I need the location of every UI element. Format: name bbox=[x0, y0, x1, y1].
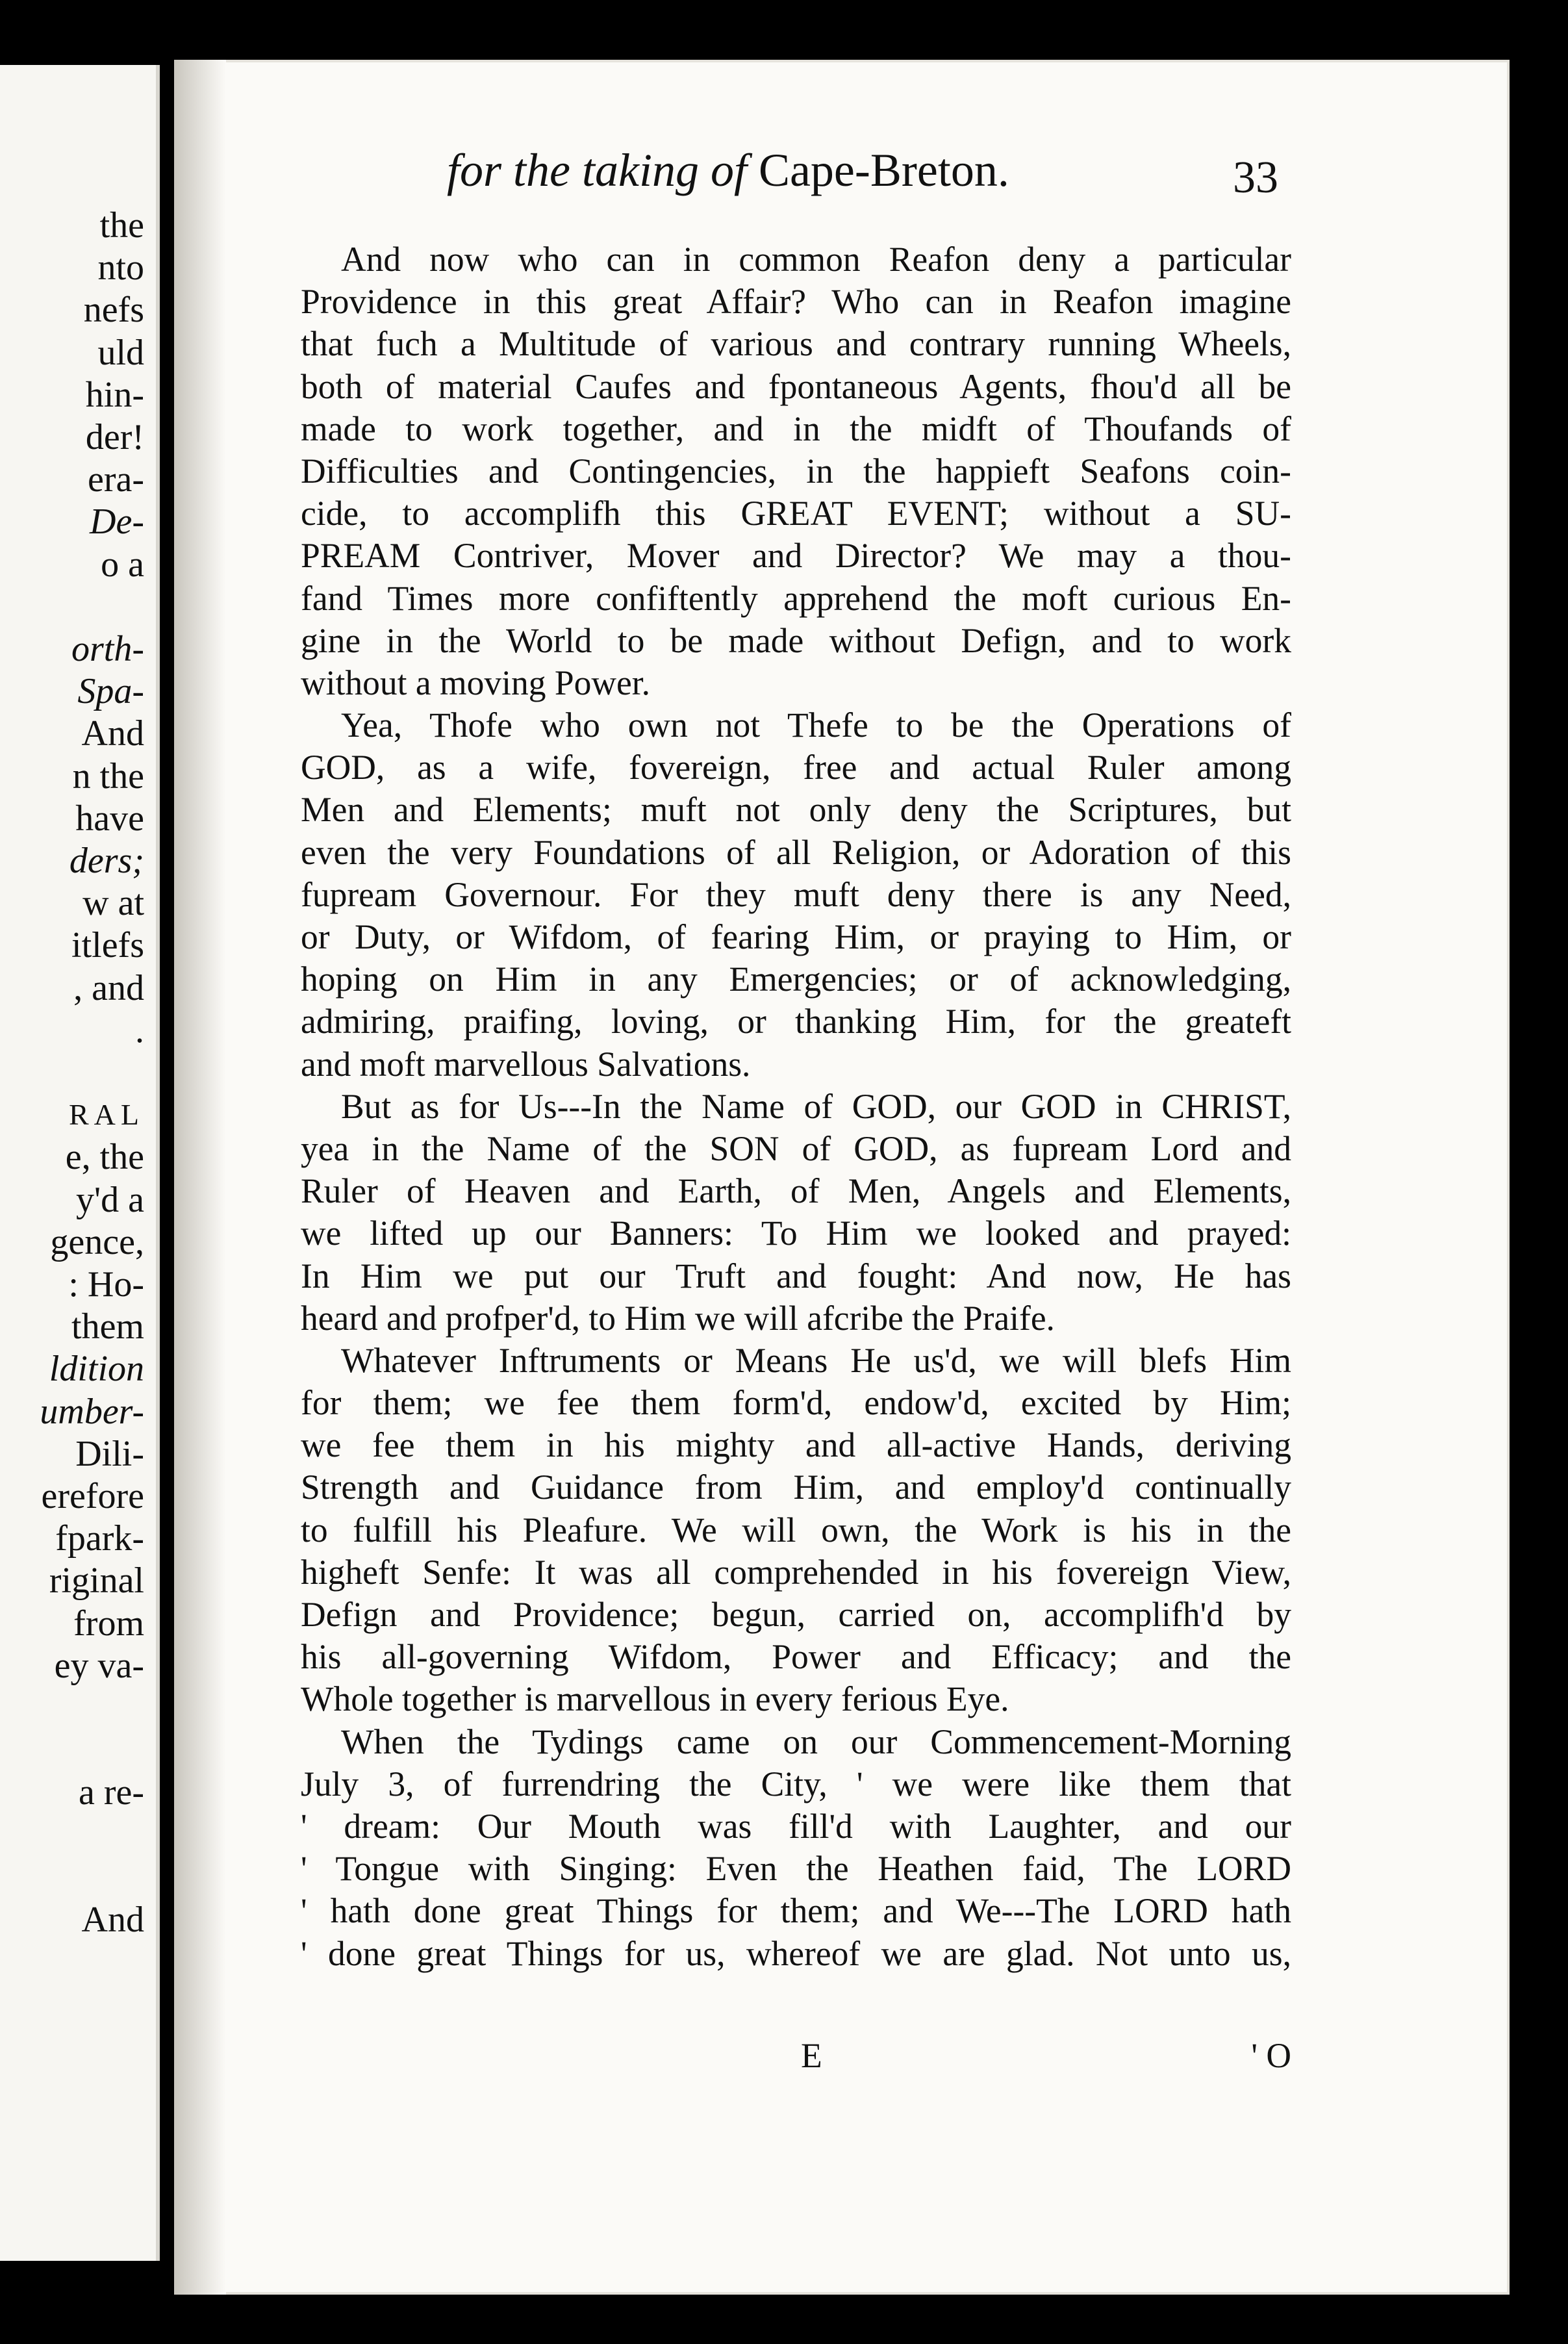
page-number: 33 bbox=[1233, 153, 1278, 203]
text-line: GOD, as a wife, fovereign, free and actual Ruler among bbox=[301, 748, 1291, 787]
facing-page-line: der! bbox=[85, 417, 144, 457]
text-line: and moft marvellous Salvations. bbox=[301, 1044, 751, 1084]
text-line: we lifted up our Banners: To Him we looked and prayed: bbox=[301, 1214, 1291, 1253]
text-line: And now who can in common Reafon deny a particular bbox=[341, 240, 1291, 279]
facing-page-line: nto bbox=[97, 248, 144, 288]
text-line: fand Times more confiftently apprehend the moft curious En- bbox=[301, 578, 1291, 618]
facing-page-line: y'd a bbox=[76, 1179, 144, 1220]
running-head bbox=[447, 144, 1009, 196]
running-head-italic: for the taking of bbox=[447, 144, 747, 196]
text-line: Ruler of Heaven and Earth, of Men, Angels and Elements, bbox=[301, 1171, 1291, 1211]
text-line: gine in the World to be made without Defign, and to work bbox=[301, 620, 1291, 660]
text-line: When the Tydings came on our Commencement-Morning bbox=[341, 1722, 1291, 1761]
facing-page-line: And bbox=[81, 713, 144, 754]
text-line: Defign and Providence; begun, carried on, accomplifh'd by bbox=[301, 1595, 1291, 1634]
text-line: we fee them in his mighty and all-active Hands, deriving bbox=[301, 1425, 1291, 1465]
text-line: PREAM Contriver, Mover and Director? We may a thou- bbox=[301, 536, 1291, 576]
page-gutter-shadow bbox=[174, 60, 226, 2295]
text-line: higheft Senfe: It was all comprehended in his fovereign View, bbox=[301, 1552, 1291, 1592]
text-line: Whatever Inftruments or Means He us'd, we will blefs Him bbox=[341, 1340, 1291, 1380]
facing-page-line: nefs bbox=[83, 290, 144, 331]
text-line: yea in the Name of the SON of GOD, as fupream Lord and bbox=[301, 1128, 1291, 1168]
facing-page-line: them bbox=[71, 1306, 144, 1347]
text-line: July 3, of furrendring the City, ' we were like them that bbox=[301, 1764, 1291, 1803]
text-line: Strength and Guidance from Him, and employ'd continually bbox=[301, 1468, 1291, 1507]
text-line: to fulfill his Pleafure. We will own, the Work is his in the bbox=[301, 1510, 1291, 1549]
facing-page-line: have bbox=[75, 798, 144, 839]
catchword: ' O bbox=[1251, 2036, 1291, 2075]
text-line: Men and Elements; muft not only deny the Scriptures, but bbox=[301, 790, 1291, 830]
text-line: fupream Governour. For they muft deny there is any Need, bbox=[301, 874, 1291, 914]
facing-page-line: a re- bbox=[78, 1772, 144, 1813]
text-line: without a moving Power. bbox=[301, 663, 650, 702]
facing-page-line: : Ho- bbox=[68, 1264, 144, 1305]
text-line: that fuch a Multitude of various and contrary running Wheels, bbox=[301, 324, 1291, 364]
text-line: his all-governing Wifdom, Power and Efficacy; and the bbox=[301, 1637, 1291, 1677]
facing-page-line: Dili- bbox=[75, 1433, 144, 1474]
facing-page-line: And bbox=[81, 1900, 144, 1940]
text-line: heard and profper'd, to Him we will afcribe the Praife. bbox=[301, 1298, 1055, 1338]
facing-page-line: De- bbox=[90, 502, 144, 542]
body-text bbox=[301, 238, 1291, 1975]
facing-page-line: RAL bbox=[69, 1098, 144, 1132]
text-line: Providence in this great Affair? Who can in Reafon imagine bbox=[301, 282, 1291, 322]
facing-page-line: e, the bbox=[65, 1137, 144, 1178]
text-line: Yea, Thofe who own not Thefe to be the Operations of bbox=[341, 706, 1291, 745]
text-line: or Duty, or Wifdom, of fearing Him, or praying to Him, or bbox=[301, 917, 1291, 956]
facing-page-line: ey va- bbox=[54, 1645, 144, 1686]
facing-page-line: erefore bbox=[41, 1476, 144, 1516]
facing-page-line: hin- bbox=[85, 374, 144, 415]
facing-page-line: era- bbox=[87, 459, 144, 500]
facing-page-line: . bbox=[135, 1010, 144, 1051]
text-line: for them; we fee them form'd, endow'd, excited by Him; bbox=[301, 1383, 1291, 1423]
facing-page-line: uld bbox=[97, 332, 144, 373]
facing-page-fragment bbox=[0, 65, 160, 2261]
text-line: In Him we put our Truft and fought: And now, He has bbox=[301, 1256, 1291, 1295]
running-head-roman: Cape-Breton. bbox=[758, 144, 1009, 196]
text-line: But as for Us---In the Name of GOD, our GOD in CHRIST, bbox=[341, 1086, 1291, 1126]
scan-right-edge bbox=[1510, 60, 1568, 2295]
facing-page-line: umber- bbox=[40, 1391, 144, 1432]
text-line: even the very Foundations of all Religion, or Adoration of this bbox=[301, 832, 1291, 872]
text-line: ' dream: Our Mouth was fill'd with Laughter, and our bbox=[301, 1806, 1291, 1846]
facing-page-line: from bbox=[73, 1603, 144, 1644]
facing-page-line: orth- bbox=[71, 629, 144, 669]
facing-page-line: , and bbox=[73, 967, 144, 1008]
text-line: ' hath done great Things for them; and We---The LORD hath bbox=[301, 1891, 1291, 1931]
book-page bbox=[174, 60, 1510, 2295]
text-line: made to work together, and in the midft of Thoufands of bbox=[301, 409, 1291, 448]
text-line: admiring, praifing, loving, or thanking Him, for the greateft bbox=[301, 1002, 1291, 1041]
facing-page-line: w at bbox=[82, 883, 144, 924]
facing-page-line: n the bbox=[72, 756, 144, 796]
facing-page-line: itlefs bbox=[71, 925, 144, 966]
facing-page-line: the bbox=[99, 205, 144, 246]
text-line: ' done great Things for us, whereof we are glad. Not unto us, bbox=[301, 1933, 1291, 1973]
text-line: hoping on Him in any Emergencies; or of acknowledging, bbox=[301, 960, 1291, 999]
facing-page-line: fpark- bbox=[55, 1518, 144, 1559]
signature-mark: E bbox=[801, 2036, 822, 2075]
facing-page-line: Spa- bbox=[77, 671, 144, 712]
text-line: both of material Caufes and fpontaneous Agents, fhou'd all be bbox=[301, 366, 1291, 406]
text-line: Whole together is marvellous in every ferious Eye. bbox=[301, 1679, 1009, 1719]
facing-page-line: gence, bbox=[50, 1221, 144, 1262]
facing-page-line: ders; bbox=[69, 841, 144, 881]
facing-page-line: riginal bbox=[49, 1561, 144, 1601]
text-line: ' Tongue with Singing: Even the Heathen faid, The LORD bbox=[301, 1849, 1291, 1889]
text-line: cide, to accomplifh this GREAT EVENT; without a SU- bbox=[301, 494, 1291, 533]
facing-page-line: o a bbox=[101, 544, 144, 585]
facing-page-line: ldition bbox=[49, 1349, 144, 1390]
text-line: Difficulties and Contingencies, in the happieft Seafons coin- bbox=[301, 451, 1291, 490]
